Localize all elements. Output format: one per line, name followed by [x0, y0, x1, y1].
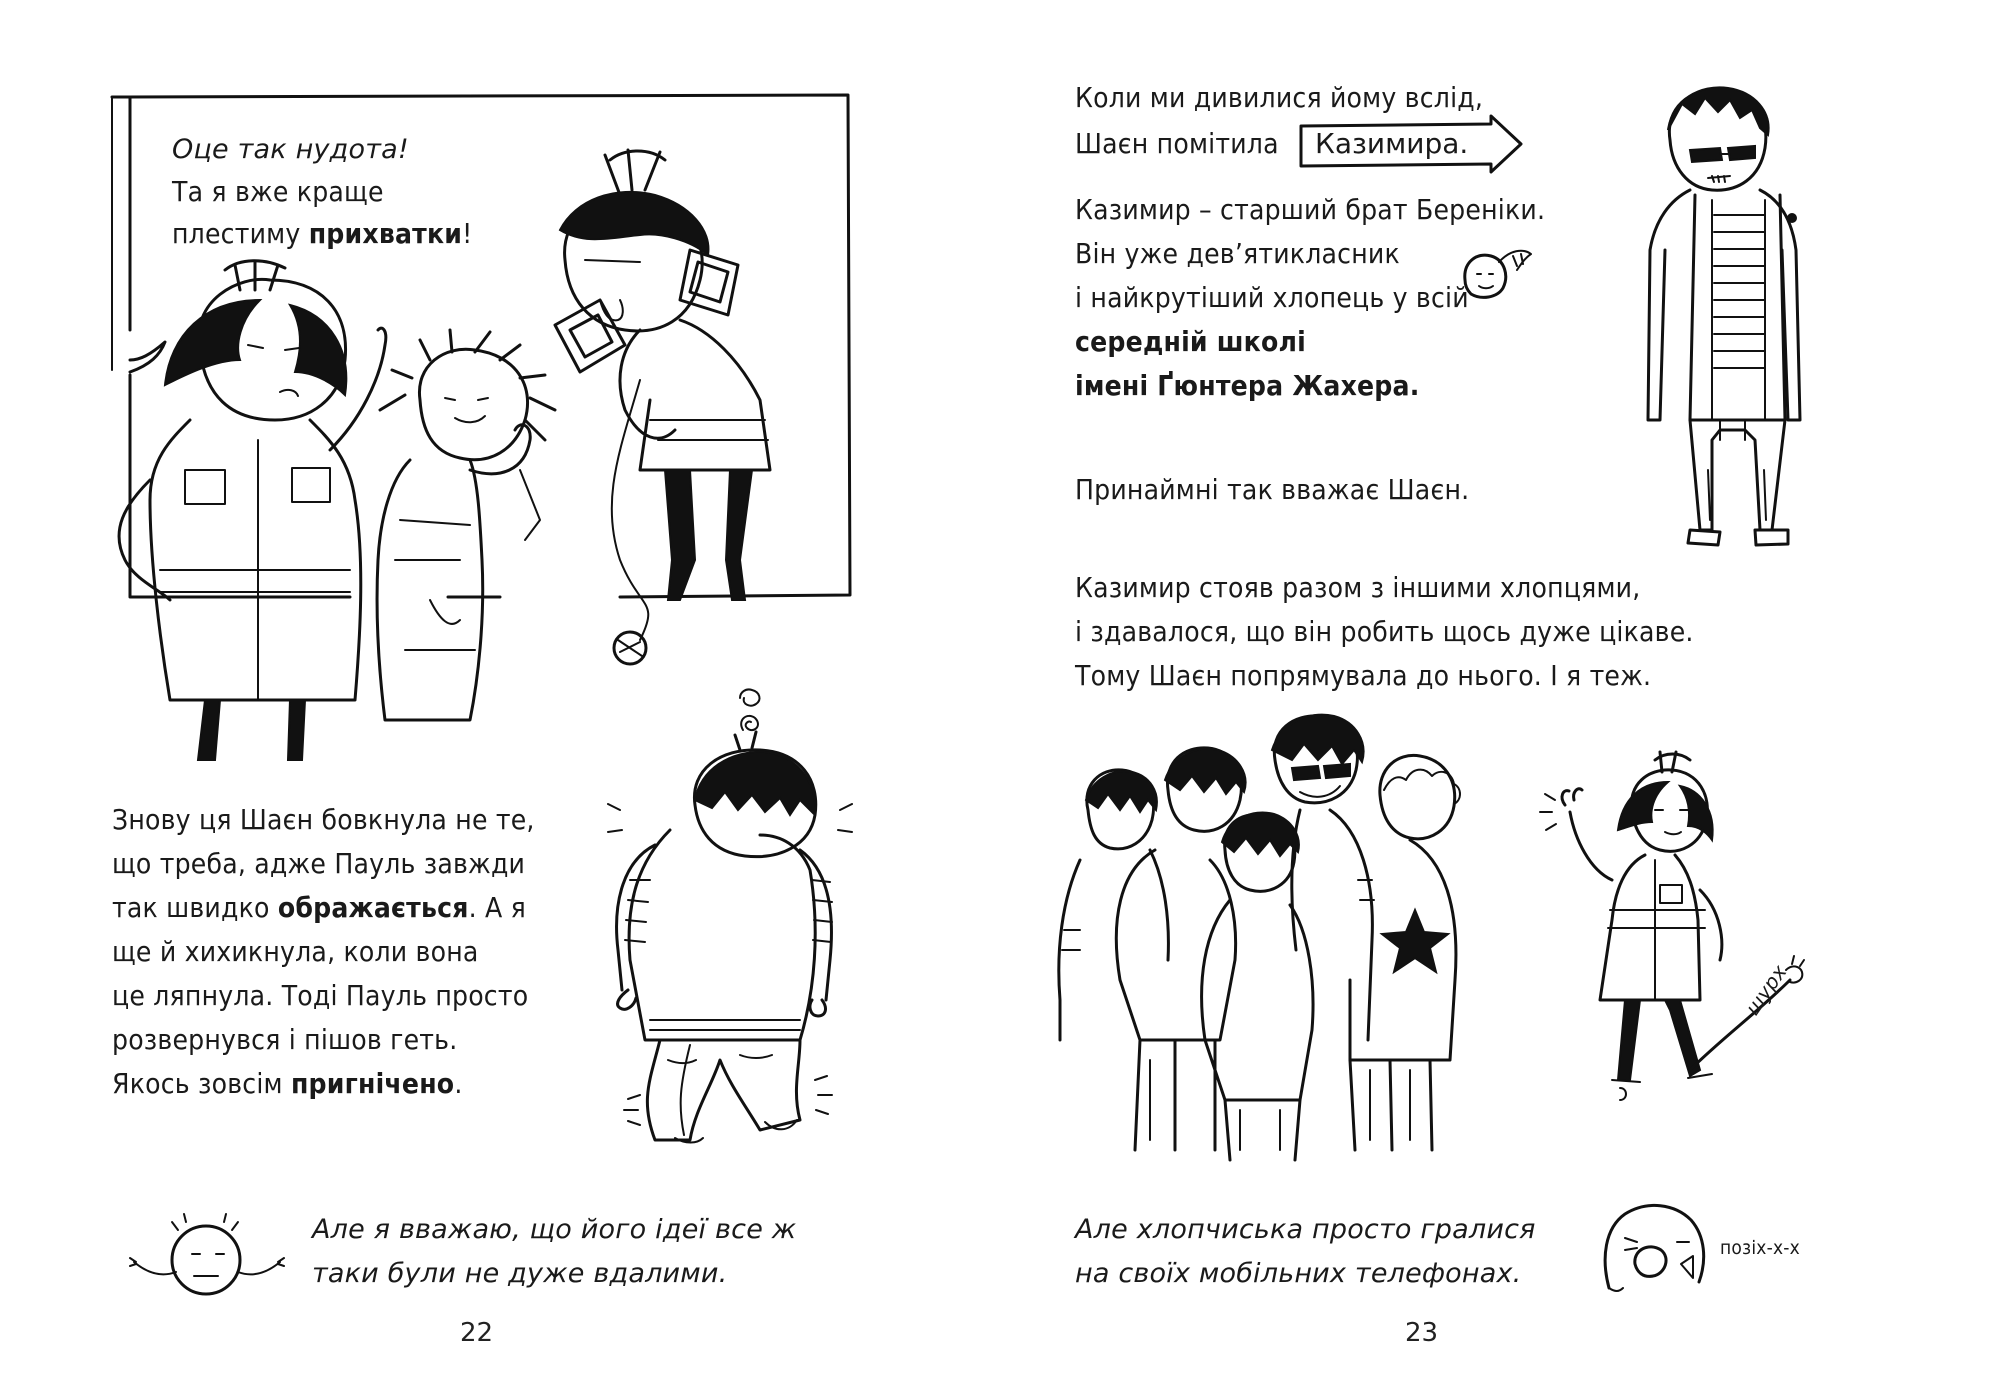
paragraph-line-5: це ляпнула. Тоді Пауль просто	[112, 979, 529, 1012]
right-page	[1000, 0, 2000, 1388]
paragraph-line-4: ще й хихикнула, коли вона	[112, 935, 479, 968]
speech-bubble-line-2: Та я вже краще	[172, 175, 384, 208]
bold-word-prygnicheno: пригнічено	[290, 1067, 455, 1100]
speech-bubble-line-1: Оце так нудота!	[172, 134, 409, 165]
intro-line-1: Коли ми дивилися йому вслід,	[1075, 81, 1484, 114]
bio-line-4: середній школі	[1075, 325, 1306, 358]
scene-line-1: Казимир стояв разом з іншими хлопцями,	[1075, 571, 1641, 604]
paragraph-line-1: Знову ця Шаєн бовкнула не те,	[112, 803, 535, 836]
shayen-waving-illustration	[1000, 0, 2000, 1200]
scene-line-2: і здавалося, що він робить щось дуже цікаве.	[1075, 615, 1694, 648]
scene-line-3: Тому Шаєн попрямувала до нього. І я теж.	[1075, 659, 1652, 692]
paul-figure	[608, 689, 852, 1142]
ending-line-2: на своїх мобільних телефонах.	[1075, 1258, 1522, 1289]
shrug-face-doodle-icon	[120, 1200, 320, 1320]
yawning-face-doodle-icon	[1595, 1198, 1735, 1308]
name-tag-kazymyr: Казимира.	[1315, 127, 1469, 160]
sfx-shurkh: шурх	[1740, 960, 1792, 1020]
speech-bubble-line-3-suffix: !	[462, 217, 473, 250]
closing-line-1: Але я вважаю, що його ідеї все ж	[312, 1214, 797, 1245]
paragraph-line-7	[112, 1062, 463, 1106]
paragraph-line-3-suffix: . А я	[468, 891, 526, 924]
bio-line-5: імені Ґюнтера Жахера.	[1075, 369, 1420, 402]
speech-bubble-line-3-prefix: плестиму	[172, 217, 309, 250]
closing-line-2: таки були не дуже вдалими.	[312, 1258, 728, 1289]
intro-line-2: Шаєн помітила	[1075, 127, 1279, 160]
page-number-left: 22	[460, 1318, 494, 1348]
bio-line-1: Казимир – старший брат Береніки.	[1075, 193, 1546, 226]
opinion-line: Принаймні так вважає Шаєн.	[1075, 473, 1470, 506]
paragraph-line-3-prefix: так швидко	[112, 891, 278, 924]
bio-line-2: Він уже дев’ятикласник	[1075, 237, 1400, 270]
paragraph-line-2: що треба, адже Пауль завжди	[112, 847, 526, 880]
page-number-right: 23	[1405, 1318, 1439, 1348]
paragraph-line-7-prefix: Якось зовсім	[112, 1067, 291, 1100]
paragraph-line-3	[112, 886, 526, 930]
paragraph-line-7-suffix: .	[454, 1067, 463, 1100]
sfx-yawn: позіх-х-х	[1720, 1237, 1800, 1259]
bold-word-obrazhaietsia: ображається	[277, 891, 469, 924]
paragraph-line-6: розвернувся і пішов геть.	[112, 1023, 458, 1056]
shayen-figure	[1540, 752, 1804, 1100]
speech-bubble-bold-word: прихватки	[308, 217, 463, 250]
ending-line-1: Але хлопчиська просто гралися	[1075, 1214, 1536, 1245]
bio-line-3: і найкрутіший хлопець у всій	[1075, 281, 1469, 314]
